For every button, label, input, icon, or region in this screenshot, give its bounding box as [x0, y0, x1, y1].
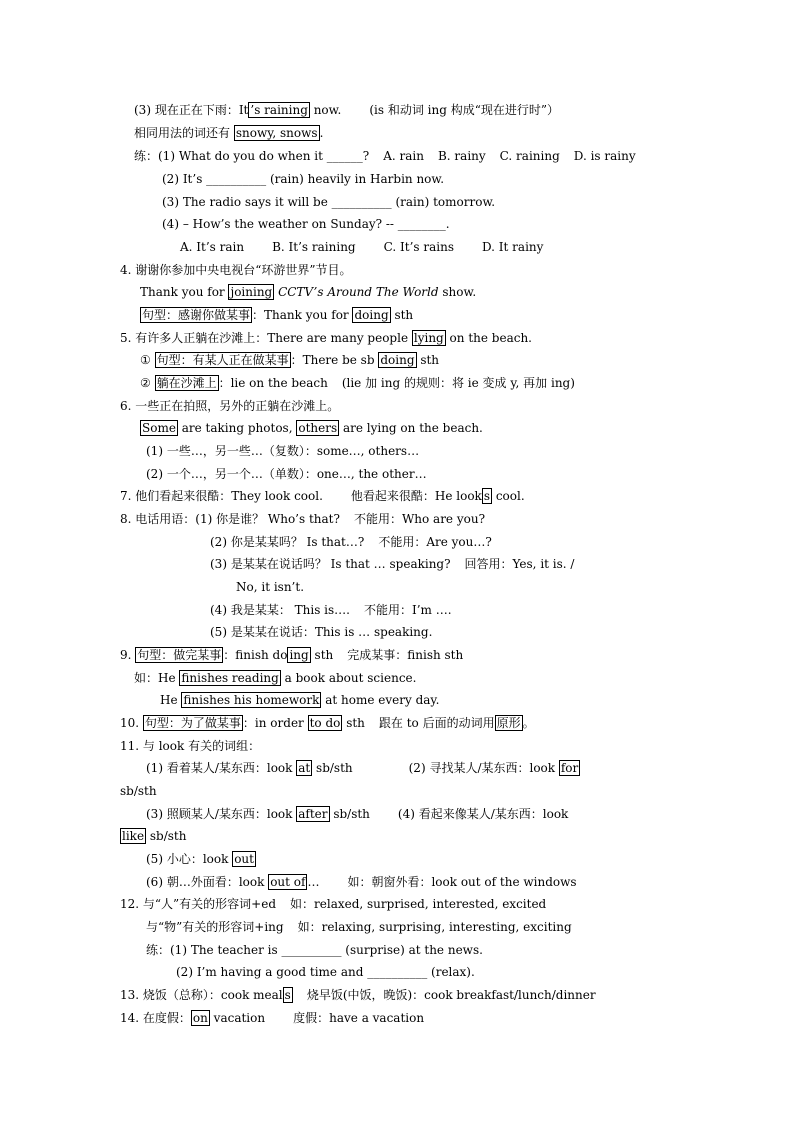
boxed-phrase: 躺在沙滩上	[156, 376, 217, 390]
item-4-heading: 4. 谢谢你参加中央电视台“环游世界”节目。	[120, 263, 352, 277]
exercise-3-line: (3) The radio says it will be __________ (rain) tomorrow.	[162, 195, 496, 209]
boxed-phrase: 句型：感谢你做某事	[142, 308, 251, 322]
item-8-line-3: (3) 是某某在说话吗？ Is that … speaking? 回答用：Yes, it is. /	[210, 557, 575, 571]
item-6-example: Some are taking photos, others are lying on the beach.	[142, 421, 483, 435]
item-5-pattern-1: ① 句型：有某人正在做某事 ：There be sb doing sth	[140, 353, 440, 367]
boxed-phrase: 原形	[496, 716, 521, 730]
boxed-phrase: Some	[142, 421, 176, 435]
item-11-line-2b: like sb/sth	[122, 829, 187, 843]
boxed-phrase: for	[560, 761, 579, 775]
exercise-2-line: (2) It’s __________ (rain) heavily in Harbin now.	[162, 172, 445, 186]
item-4-example: Thank you for joining CCTV’s Around The World show.	[140, 285, 477, 299]
exercise-1-line: 练：(1) What do you do when it ______? A. rain B. rainy C. raining D. is rainy	[134, 149, 636, 163]
item-10-line: 10. 句型：为了做某事 ：in order to do sth 跟在 to 后面的动词用 原形 。	[120, 716, 535, 730]
boxed-phrase: ing	[289, 648, 309, 662]
item-11-line-2: (3) 照顾某人/某东西：look after sb/sth (4) 看起来像某人/某东西：look	[146, 807, 569, 821]
boxed-phrase: on	[192, 1011, 208, 1025]
boxed-phrase: ’s raining	[250, 103, 308, 117]
boxed-phrase: lying	[413, 331, 444, 345]
boxed-phrase: after	[298, 807, 328, 821]
item-3-line: (3) 现在正在下雨：It ’s raining now. (is 和动词 ing 构成“现在进行时”）	[134, 103, 559, 117]
exercise-4-line: (4) – How’s the weather on Sunday? -- ________.	[162, 217, 450, 231]
item-8-line-3b: No, it isn’t.	[236, 580, 305, 594]
boxed-phrase: doing	[354, 308, 389, 322]
boxed-phrase: finishes reading	[181, 671, 279, 685]
boxed-phrase: out	[234, 852, 254, 866]
boxed-phrase: s	[483, 489, 491, 503]
boxed-phrase: doing	[380, 353, 415, 367]
boxed-phrase: at	[298, 761, 311, 775]
item-9-example-2: He finishes his homework at home every day.	[160, 693, 440, 707]
item-5-heading: 5. 有许多人正躺在沙滩上：There are many people lying on the beach.	[120, 331, 532, 345]
similar-words-line: 相同用法的词还有 snowy, snows .	[134, 126, 324, 140]
boxed-phrase: to do	[309, 716, 341, 730]
item-11-line-4: (6) 朝…外面看：look out of … 如：朝窗外看：look out of the windows	[146, 875, 577, 889]
item-8-line-2: (2) 你是某某吗？ Is that…? 不能用：Are you…?	[210, 535, 492, 549]
boxed-phrase: 句型：有某人正在做某事	[156, 353, 289, 367]
item-8-line-5: (5) 是某某在说话：This is … speaking.	[210, 625, 433, 639]
item-7-line: 7. 他们看起来很酷：They look cool. 他看起来很酷：He look s cool.	[120, 489, 525, 503]
item-11-line-3: (5) 小心：look out	[146, 852, 254, 866]
item-11-line-1b: sb/sth	[120, 784, 157, 798]
item-12-exercise-1: 练：(1) The teacher is __________ (surprise) at the news.	[146, 943, 483, 957]
boxed-phrase: like	[122, 829, 145, 843]
item-12-line-2: 与“物”有关的形容词+ing 如：relaxing, surprising, interesting, exciting	[146, 920, 572, 934]
item-8-line-1: 8. 电话用语：(1) 你是谁？ Who’s that? 不能用：Who are you?	[120, 512, 486, 526]
item-5-pattern-2: ② 躺在沙滩上 ：lie on the beach (lie 加 ing 的规则：将 ie 变成 y, 再加 ing)	[140, 376, 575, 390]
item-6-rule-1: (1) 一些…，另一些…（复数）：some…, others…	[146, 444, 420, 458]
item-11-line-1: (1) 看着某人/某东西：look at sb/sth (2) 寻找某人/某东西：look for	[146, 761, 579, 775]
boxed-phrase: s	[284, 988, 291, 1002]
boxed-phrase: 句型：为了做某事	[144, 716, 241, 730]
item-6-rule-2: (2) 一个…，另一个…（单数）：one…, the other…	[146, 467, 427, 481]
item-6-heading: 6. 一些正在拍照，另外的正躺在沙滩上。	[120, 399, 340, 413]
item-12-exercise-2: (2) I’m having a good time and __________ (relax).	[176, 965, 475, 979]
boxed-phrase: snowy, snows	[235, 126, 318, 140]
boxed-phrase: others	[298, 421, 338, 435]
item-8-line-4: (4) 我是某某： This is…. 不能用：I’m ….	[210, 603, 452, 617]
item-4-pattern: 句型：感谢你做某事 ：Thank you for doing sth	[142, 308, 414, 322]
boxed-phrase: out of	[270, 875, 306, 889]
item-12-line-1: 12. 与“人”有关的形容词+ed 如：relaxed, surprised, interested, excited	[120, 897, 547, 911]
item-11-heading: 11. 与 look 有关的词组：	[120, 739, 261, 753]
item-13-line: 13. 烧饭（总称）：cook meal s 烧早饭(中饭，晚饭)：cook breakfast/lunch/dinner	[120, 988, 596, 1002]
item-9-example-1: 如：He finishes reading a book about science.	[134, 671, 417, 685]
item-9-heading: 9. 句型：做完某事 ：finish do ing sth 完成某事：finish sth	[120, 648, 464, 662]
exercise-4-options: A. It’s rain B. It’s raining C. It’s rains D. It rainy	[180, 240, 544, 254]
boxed-phrase: finishes his homework	[183, 693, 320, 707]
boxed-phrase: 句型：做完某事	[137, 648, 222, 662]
boxed-phrase: joining	[230, 285, 273, 299]
item-14-line: 14. 在度假： on vacation 度假：have a vacation	[120, 1011, 425, 1025]
